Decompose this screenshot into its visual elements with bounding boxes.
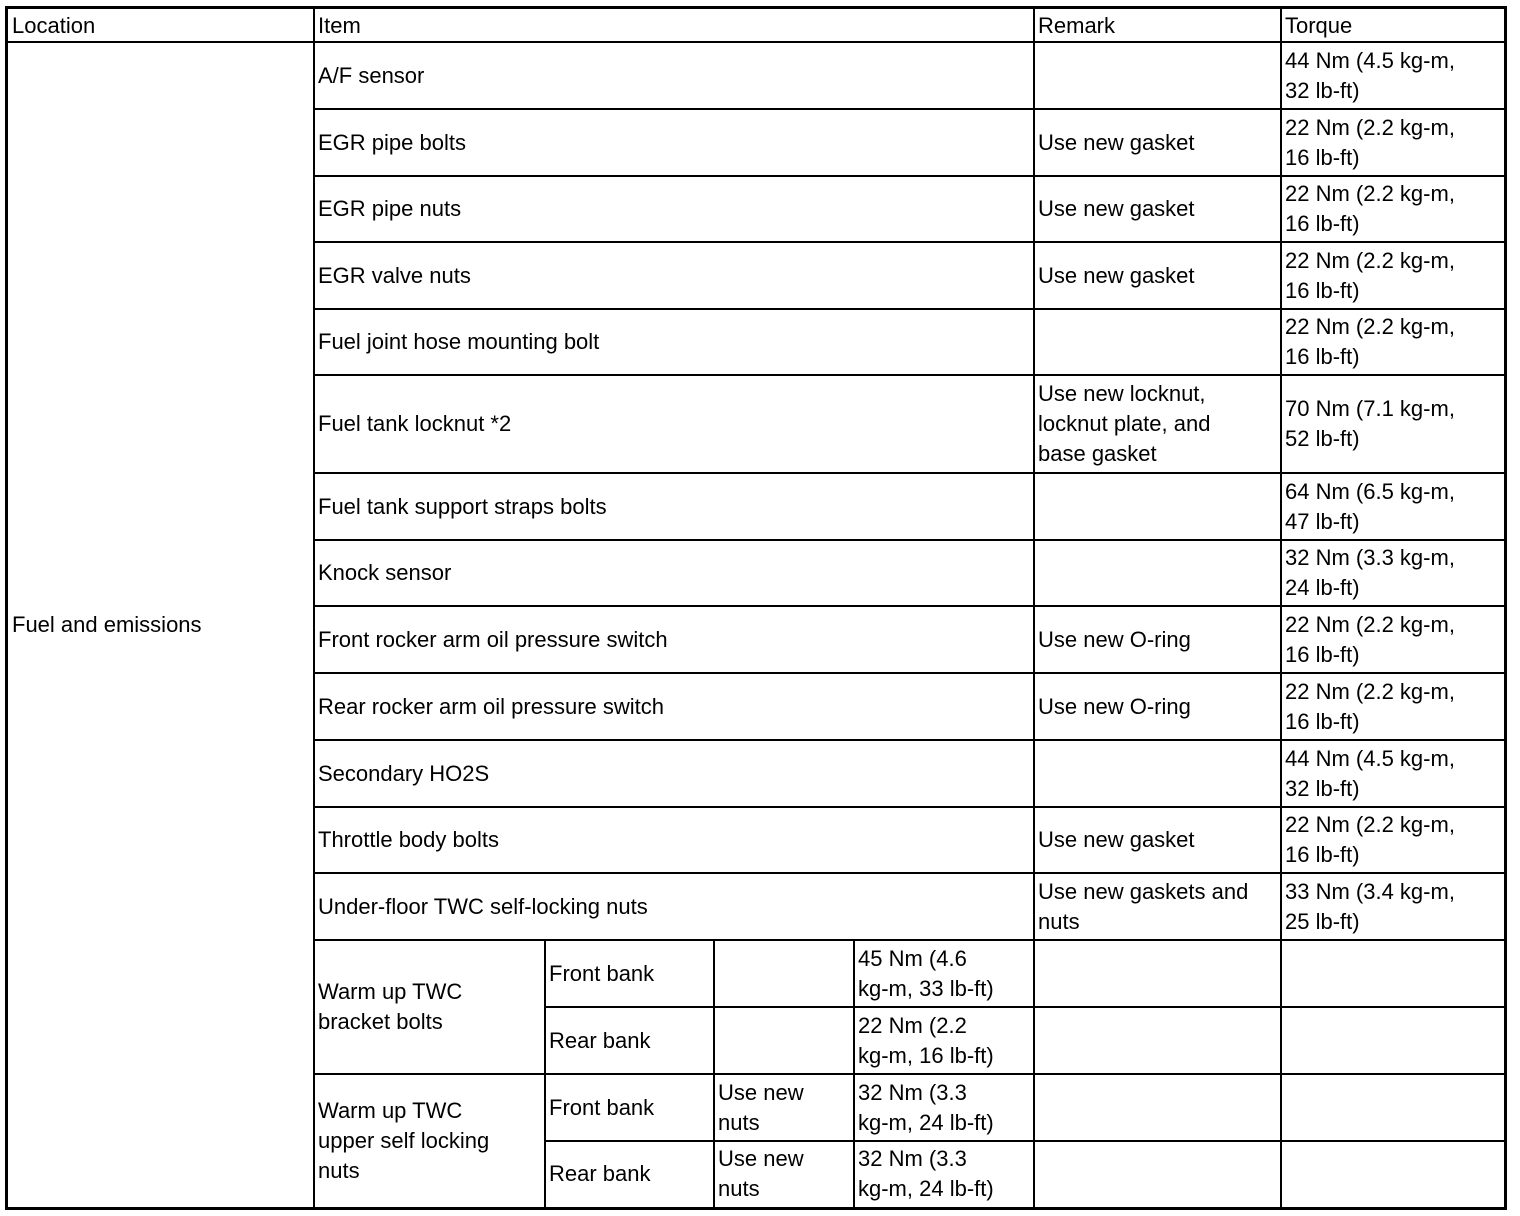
row-divider: [314, 739, 1504, 741]
row-divider: [314, 1073, 1504, 1075]
sub-torque-cell: kg-m, 24 lb-ft): [858, 1110, 994, 1135]
torque-cell: 22 Nm (2.2 kg-m,: [1285, 248, 1455, 273]
sub-torque-cell: 32 Nm (3.3: [858, 1146, 967, 1171]
row-divider: [314, 241, 1504, 243]
row-divider: [314, 472, 1504, 474]
row-divider: [314, 308, 1504, 310]
sub-torque-cell: kg-m, 24 lb-ft): [858, 1176, 994, 1201]
item-cell: Fuel tank locknut *2: [318, 411, 512, 436]
row-divider: [314, 872, 1504, 874]
sub-remark-cell: Use new: [718, 1146, 804, 1171]
remark-cell: Use new gasket: [1038, 130, 1195, 155]
header-location: Location: [12, 13, 96, 38]
column-divider: [313, 9, 315, 1207]
item-cell: Secondary HO2S: [318, 761, 490, 786]
torque-cell: 64 Nm (6.5 kg-m,: [1285, 479, 1455, 504]
torque-cell: 22 Nm (2.2 kg-m,: [1285, 115, 1455, 140]
torque-cell: 32 lb-ft): [1285, 78, 1360, 103]
remark-cell: nuts: [1038, 909, 1080, 934]
sub-remark-cell: nuts: [718, 1110, 760, 1135]
remark-cell: locknut plate, and: [1038, 411, 1211, 436]
item-cell: EGR pipe nuts: [318, 196, 462, 221]
bank-cell: Front bank: [549, 961, 655, 986]
row-divider: [314, 672, 1504, 674]
torque-cell: 70 Nm (7.1 kg-m,: [1285, 396, 1455, 421]
torque-cell: 32 Nm (3.3 kg-m,: [1285, 545, 1455, 570]
torque-cell: 16 lb-ft): [1285, 842, 1360, 867]
remark-cell: Use new gaskets and: [1038, 879, 1249, 904]
row-divider: [314, 806, 1504, 808]
bank-cell: Rear bank: [549, 1028, 651, 1053]
group-item-cell: bracket bolts: [318, 1009, 443, 1034]
torque-cell: 16 lb-ft): [1285, 709, 1360, 734]
group-item-cell: Warm up TWC: [318, 1098, 463, 1123]
remark-cell: Use new gasket: [1038, 196, 1195, 221]
torque-cell: 16 lb-ft): [1285, 211, 1360, 236]
row-divider: [314, 374, 1504, 376]
item-cell: Knock sensor: [318, 560, 452, 585]
torque-cell: 16 lb-ft): [1285, 642, 1360, 667]
row-divider: [314, 939, 1504, 941]
torque-cell: 22 Nm (2.2 kg-m,: [1285, 314, 1455, 339]
sub-torque-cell: kg-m, 16 lb-ft): [858, 1043, 994, 1068]
remark-cell: Use new O-ring: [1038, 627, 1191, 652]
item-cell: Front rocker arm oil pressure switch: [318, 627, 668, 652]
row-divider: [314, 175, 1504, 177]
column-divider: [1280, 9, 1282, 1207]
torque-cell: 22 Nm (2.2 kg-m,: [1285, 181, 1455, 206]
item-cell: Fuel joint hose mounting bolt: [318, 329, 600, 354]
row-divider: [314, 605, 1504, 607]
item-cell: Under-floor TWC self-locking nuts: [318, 894, 648, 919]
torque-cell: 24 lb-ft): [1285, 575, 1360, 600]
bank-cell: Front bank: [549, 1095, 655, 1120]
torque-cell: 22 Nm (2.2 kg-m,: [1285, 612, 1455, 637]
torque-cell: 44 Nm (4.5 kg-m,: [1285, 746, 1455, 771]
sub-torque-cell: 45 Nm (4.6: [858, 946, 967, 971]
item-cell: Fuel tank support straps bolts: [318, 494, 607, 519]
torque-cell: 52 lb-ft): [1285, 426, 1360, 451]
item-cell: EGR pipe bolts: [318, 130, 466, 155]
remark-cell: Use new gasket: [1038, 827, 1195, 852]
torque-cell: 22 Nm (2.2 kg-m,: [1285, 679, 1455, 704]
torque-cell: 32 lb-ft): [1285, 776, 1360, 801]
torque-cell: 33 Nm (3.4 kg-m,: [1285, 879, 1455, 904]
torque-cell: 16 lb-ft): [1285, 145, 1360, 170]
torque-cell: 16 lb-ft): [1285, 344, 1360, 369]
sub-torque-cell: kg-m, 33 lb-ft): [858, 976, 994, 1001]
torque-cell: 44 Nm (4.5 kg-m,: [1285, 48, 1455, 73]
item-cell: Rear rocker arm oil pressure switch: [318, 694, 664, 719]
header-remark: Remark: [1038, 13, 1116, 38]
remark-cell: Use new locknut,: [1038, 381, 1206, 406]
row-divider: [545, 1140, 1504, 1142]
torque-cell: 22 Nm (2.2 kg-m,: [1285, 812, 1455, 837]
sub-torque-cell: 32 Nm (3.3: [858, 1080, 967, 1105]
group-item-cell: nuts: [318, 1158, 360, 1183]
header-torque: Torque: [1285, 13, 1353, 38]
sub-remark-cell: Use new: [718, 1080, 804, 1105]
remark-cell: Use new O-ring: [1038, 694, 1191, 719]
torque-cell: 16 lb-ft): [1285, 278, 1360, 303]
group-item-cell: Warm up TWC: [318, 979, 463, 1004]
row-divider: [314, 539, 1504, 541]
sub-torque-cell: 22 Nm (2.2: [858, 1013, 967, 1038]
sub-remark-cell: nuts: [718, 1176, 760, 1201]
location-cell: Fuel and emissions: [12, 612, 202, 637]
item-cell: Throttle body bolts: [318, 827, 499, 852]
item-cell: EGR valve nuts: [318, 263, 471, 288]
remark-cell: base gasket: [1038, 441, 1157, 466]
row-divider: [314, 108, 1504, 110]
remark-cell: Use new gasket: [1038, 263, 1195, 288]
header-item: Item: [318, 13, 361, 38]
torque-table: [5, 6, 1507, 1210]
row-divider: [545, 1006, 1504, 1008]
group-item-cell: upper self locking: [318, 1128, 490, 1153]
torque-cell: 25 lb-ft): [1285, 909, 1360, 934]
column-divider: [1033, 9, 1035, 1207]
bank-cell: Rear bank: [549, 1161, 651, 1186]
item-cell: A/F sensor: [318, 63, 425, 88]
torque-cell: 47 lb-ft): [1285, 509, 1360, 534]
